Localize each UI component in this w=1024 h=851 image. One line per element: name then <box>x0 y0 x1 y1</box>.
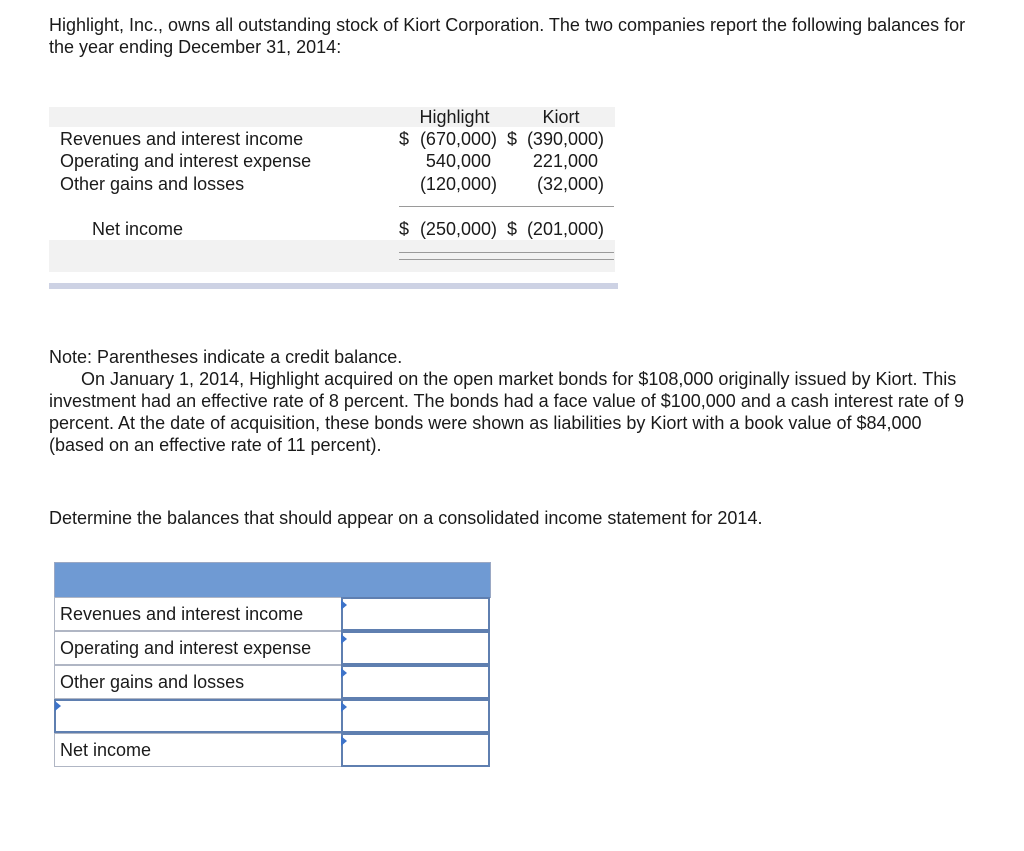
operating-amount-input[interactable] <box>341 631 490 665</box>
highlight-net-income: $ (250,000) <box>399 219 497 239</box>
row-label: Operating and interest expense <box>60 151 312 171</box>
kiort-value: 221,000 <box>532 151 598 171</box>
answer-row-label: Revenues and interest income <box>54 597 346 631</box>
note-line: Note: Parentheses indicate a credit balance. <box>49 347 403 367</box>
table-row <box>54 733 490 767</box>
row-label: Other gains and losses <box>60 174 245 194</box>
row-label: Revenues and interest income <box>60 129 304 149</box>
input-marker-icon <box>341 634 347 644</box>
answer-row-label: Other gains and losses <box>54 665 346 699</box>
table-row <box>54 597 490 631</box>
revenues-amount-input[interactable] <box>341 597 490 631</box>
table-row <box>54 699 490 733</box>
input-marker-icon <box>341 736 347 746</box>
net-income-amount-input[interactable] <box>341 733 490 767</box>
double-rule-bottom <box>399 259 614 260</box>
column-header-kiort: Kiort <box>542 107 580 127</box>
other-gains-amount-input[interactable] <box>341 665 490 699</box>
kiort-value: (32,000) <box>536 174 604 194</box>
note-paragraph: On January 1, 2014, Highlight acquired on the open market bonds for $108,000 originally issued by Kiort. This investment had an effective rate of 8 percent. The bonds had a face value of $100,000 and a cash interest rate of 9 percent. At the date of acquisition, these bonds were shown as liabilities by Kiort with a book value of $84,000 (based on an effective rate of 11 percent). <box>49 369 964 455</box>
table-row <box>54 665 490 699</box>
double-rule-top <box>399 252 614 253</box>
highlight-value: $ (670,000) <box>399 129 497 149</box>
subtotal-rule <box>399 206 614 207</box>
kiort-value: $ (390,000) <box>507 129 604 149</box>
question-prompt: Determine the balances that should appear on a consolidated income statement for 2014. <box>49 508 763 528</box>
input-marker-icon <box>341 702 347 712</box>
problem-intro: Highlight, Inc., owns all outstanding stock of Kiort Corporation. The two companies report the following balances for the year ending December 31, 2014: <box>49 15 966 57</box>
column-header-highlight: Highlight <box>419 107 490 127</box>
table-row <box>54 631 490 665</box>
blank-amount-input[interactable] <box>341 699 490 733</box>
highlight-value: (120,000) <box>419 174 497 194</box>
kiort-net-income: $ (201,000) <box>507 219 604 239</box>
input-marker-icon <box>341 668 347 678</box>
input-marker-icon <box>55 701 61 711</box>
answer-row-label: Operating and interest expense <box>54 631 346 665</box>
blank-label-input[interactable] <box>54 699 345 733</box>
net-income-label: Net income <box>92 219 184 239</box>
table-bottom-bar <box>49 283 618 289</box>
answer-row-label: Net income <box>54 733 346 767</box>
table-footer-band <box>49 240 615 272</box>
note-block <box>49 346 979 456</box>
answer-table-header <box>54 562 491 598</box>
highlight-value: 540,000 <box>425 151 491 171</box>
input-marker-icon <box>341 600 347 610</box>
